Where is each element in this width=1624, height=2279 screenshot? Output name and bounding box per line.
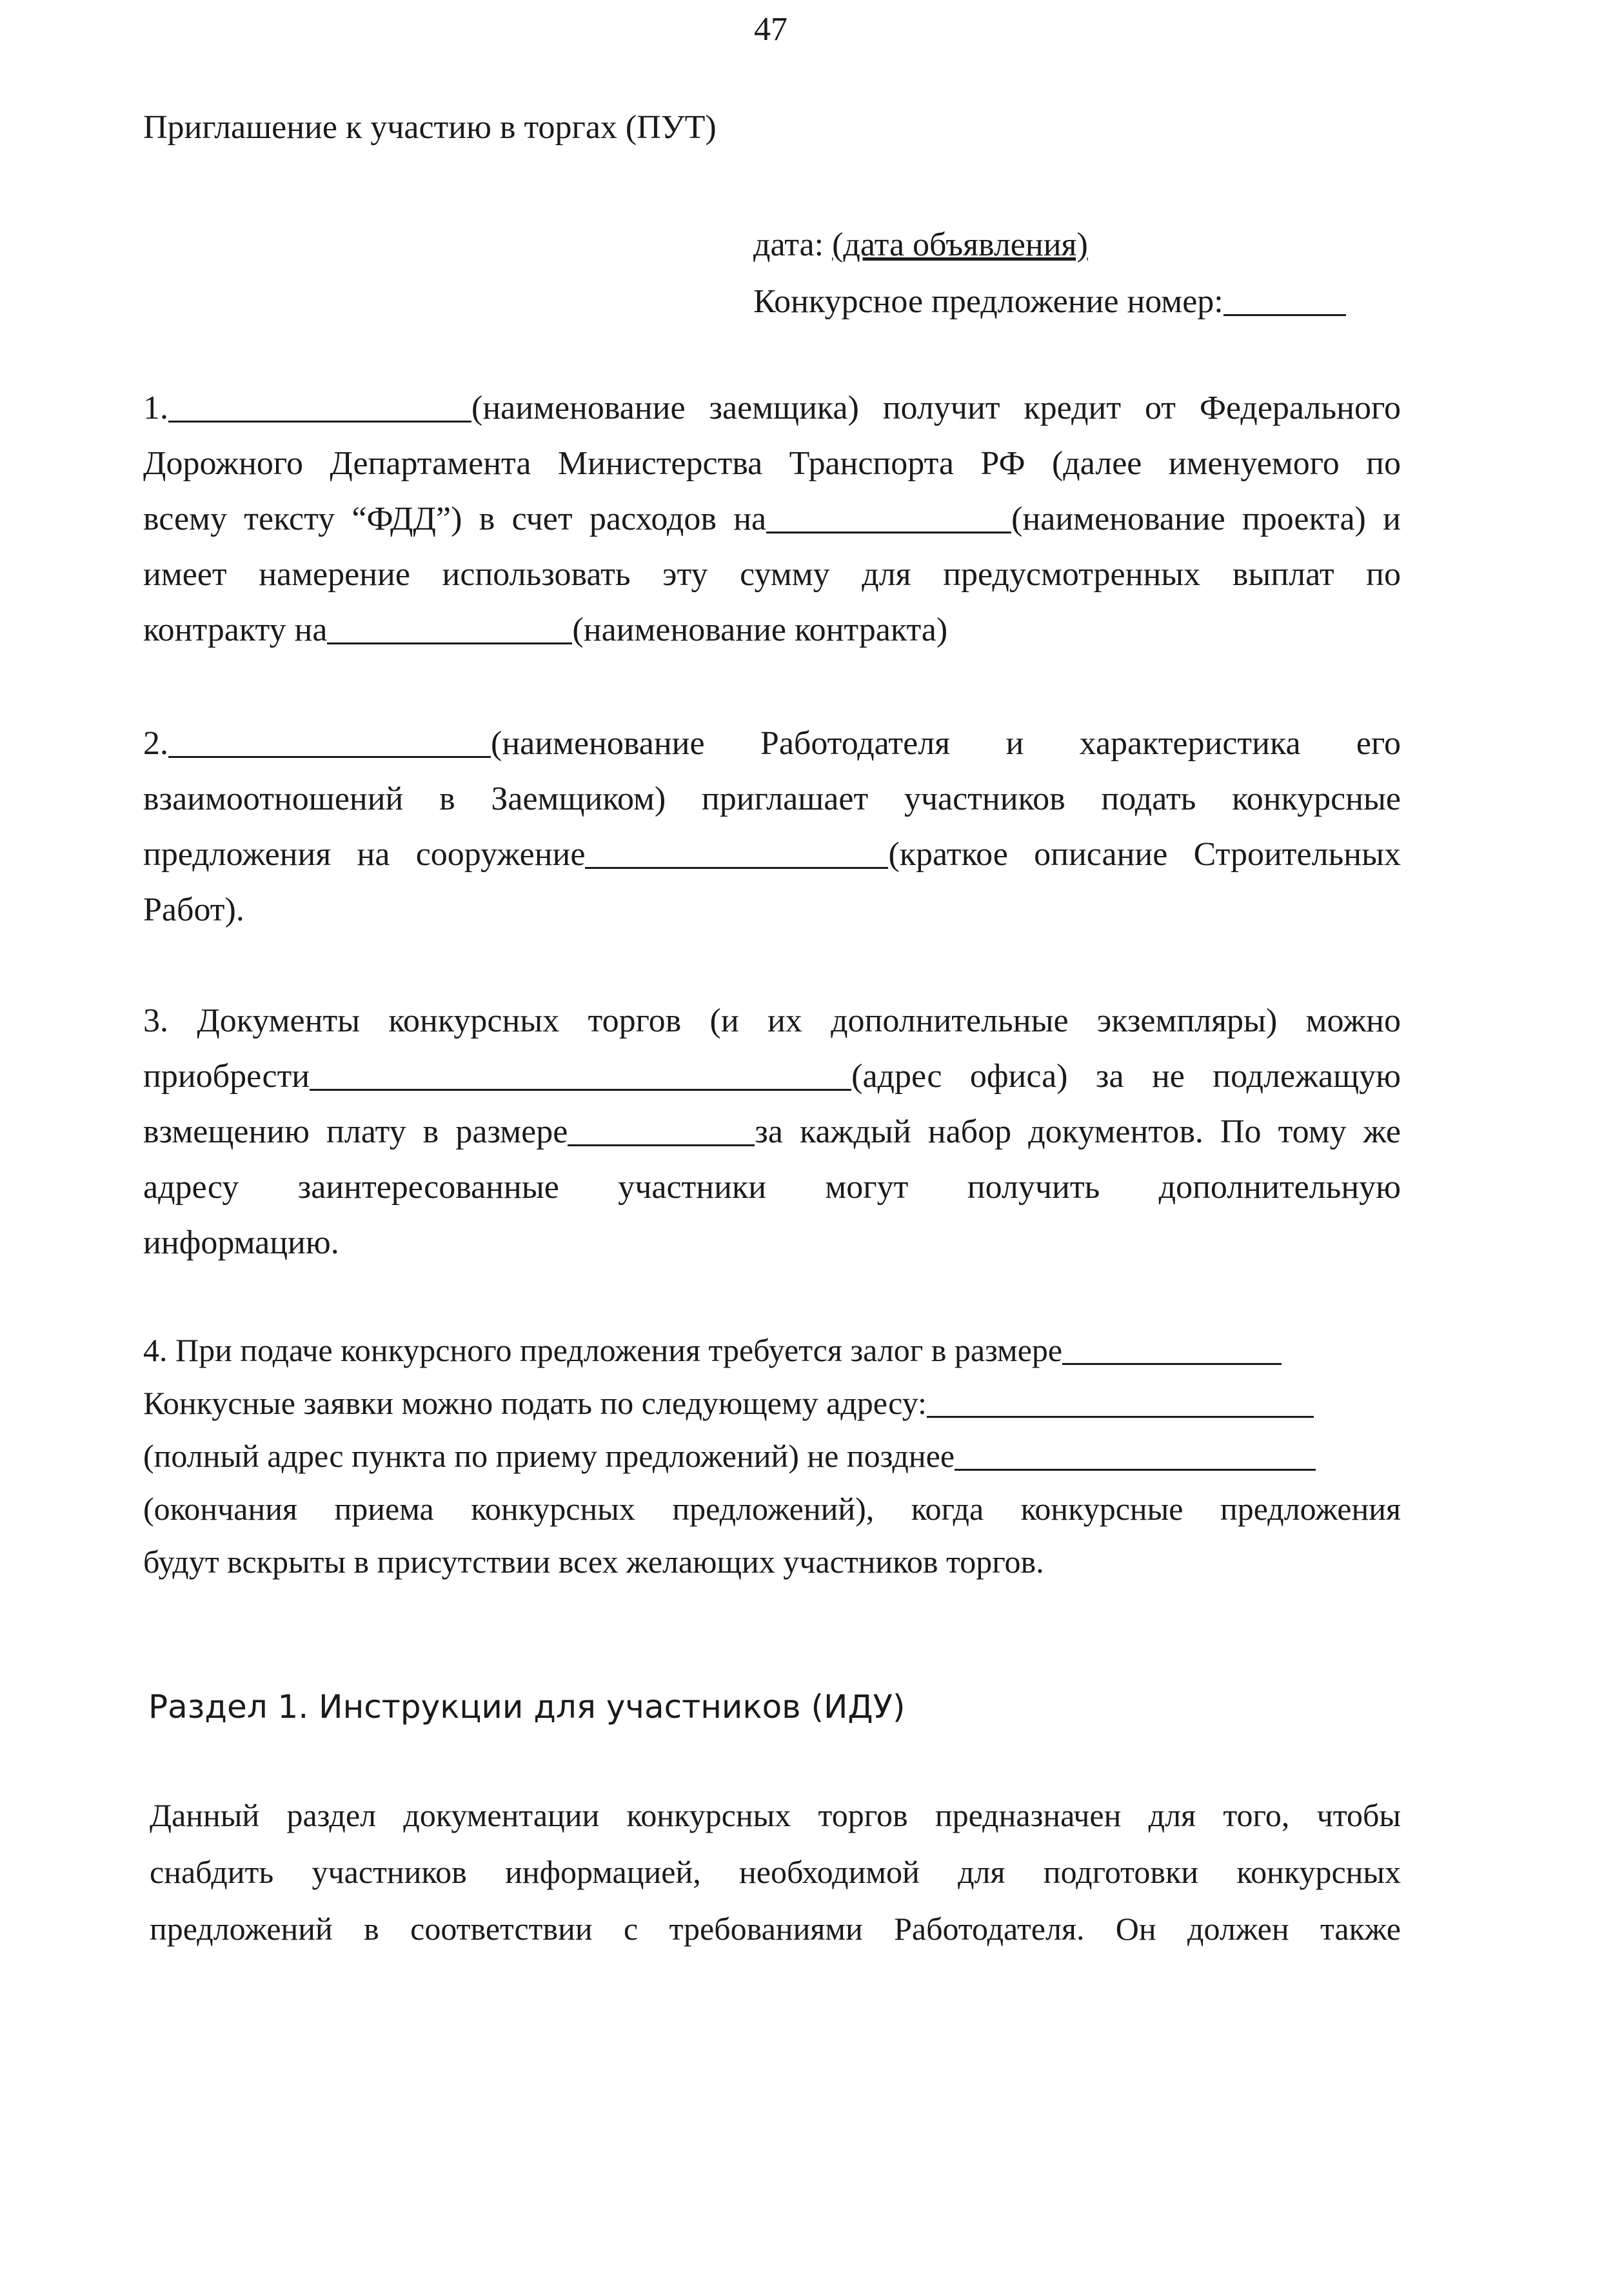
works-description-blank [585, 835, 888, 869]
document-title: Приглашение к участию в торгах (ПУТ) [143, 109, 717, 146]
section-1-l3: предложений в соответствии с требованиями Работодателя. Он должен также [150, 1911, 1401, 1947]
paragraph-4-line-2 [143, 1377, 1401, 1429]
paragraph-4-l4: (окончания приема конкурсных предложений), когда конкурсные предложения [143, 1491, 1401, 1527]
paragraph-4-line-1-text [143, 1324, 1282, 1377]
paragraph-2-line-1 [143, 716, 1401, 771]
paragraph-2-line-2 [143, 771, 1401, 827]
fee-amount-blank [568, 1113, 755, 1146]
paragraph-2 [143, 716, 1401, 938]
paragraph-1-l5b: (наименование контракта) [572, 612, 948, 648]
paragraph-3-l2a: приобрести [143, 1058, 310, 1095]
paragraph-2-line-3 [143, 827, 1401, 882]
paragraph-3-line-2 [143, 1049, 1401, 1104]
paragraph-4-l2: Конкусные заявки можно подать по следующему адресу: [143, 1385, 927, 1421]
paragraph-3-line-3-text [143, 1104, 1401, 1160]
paragraph-1-line-1 [143, 381, 1401, 436]
borrower-name-blank [168, 389, 471, 423]
paragraph-3-l3a: взмещению плату в размере [143, 1113, 568, 1150]
section-1-l1: Данный раздел документации конкурсных торгов предназначен для того, чтобы [150, 1797, 1401, 1833]
paragraph-1-l5a: контракту на [143, 612, 328, 648]
paragraph-3-line-3 [143, 1104, 1401, 1160]
paragraph-4-l5: будут вскрыты в присутствии всех желающих участников торгов. [143, 1544, 1044, 1580]
paragraph-1-l3b: (наименование проекта) и [1011, 501, 1401, 537]
section-1-body [150, 1787, 1401, 1957]
section-1-line-2 [150, 1844, 1401, 1900]
paragraph-4-line-3-text [143, 1429, 1316, 1482]
paragraph-3-l4: адресу заинтересованные участники могут получить дополнительную [143, 1169, 1401, 1206]
paragraph-1-line-2 [143, 436, 1401, 492]
section-1-line-1 [150, 1787, 1401, 1844]
paragraph-2-l3a: предложения на сооружение [143, 836, 586, 873]
paragraph-3-l2b: (адрес офиса) за не подлежащую [851, 1058, 1401, 1095]
paragraph-2-number: 2. [143, 725, 168, 762]
project-name-blank [766, 500, 1011, 533]
deadline-blank [955, 1438, 1316, 1471]
paragraph-2-line-1-text [143, 716, 1401, 771]
section-1-line-3 [150, 1900, 1401, 1957]
paragraph-1-line-1-text [143, 381, 1401, 436]
paragraph-1-line-4 [143, 547, 1401, 602]
bid-number-line [753, 274, 1346, 330]
paragraph-4 [143, 1324, 1401, 1588]
paragraph-3-line-1 [143, 993, 1401, 1049]
paragraph-1 [143, 381, 1401, 658]
bid-number-label: Конкурсное предложение номер: [753, 283, 1223, 320]
paragraph-1-line-5-text [143, 602, 947, 658]
paragraph-3-l5: информацию. [143, 1224, 339, 1261]
paragraph-1-l1: (наименование заемщика) получит кредит от Федерального [471, 390, 1401, 426]
paragraph-1-l2: Дорожного Департамента Министерства Транспорта РФ (далее именуемого по [143, 445, 1401, 482]
paragraph-4-line-5 [143, 1535, 1401, 1588]
paragraph-4-l3: (полный адрес пункта по приему предложений) не позднее [143, 1438, 955, 1474]
paragraph-1-line-3 [143, 492, 1401, 547]
paragraph-3-l1: 3. Документы конкурсных торгов (и их дополнительные экземпляры) можно [143, 1002, 1401, 1039]
paragraph-4-line-1 [143, 1324, 1401, 1377]
submission-address-blank [927, 1386, 1314, 1418]
paragraph-2-l2: взаимоотношений в Заемщиком) приглашает участников подать конкурсные [143, 781, 1401, 817]
paragraph-3-line-5 [143, 1215, 1401, 1271]
date-label: дата: [753, 226, 833, 263]
paragraph-4-line-4 [143, 1482, 1401, 1535]
bid-number-blank [1223, 283, 1346, 316]
paragraph-2-line-4 [143, 882, 1401, 938]
paragraph-4-l1: 4. При подаче конкурсного предложения требуется залог в размере [143, 1332, 1063, 1368]
paragraph-1-l3a: всему тексту “ФДД”) в счет расходов на [143, 501, 767, 537]
paragraph-2-l4: Работ). [143, 891, 244, 928]
contract-name-blank [327, 611, 572, 644]
paragraph-2-l1: (наименование Работодателя и характеристика его [491, 725, 1401, 762]
paragraph-1-number: 1. [143, 390, 168, 426]
date-value: (дата объявления) [832, 226, 1088, 263]
paragraph-2-l3b: (краткое описание Строительных [888, 836, 1401, 873]
document-meta [753, 217, 1346, 330]
date-line [753, 217, 1346, 274]
paragraph-3 [143, 993, 1401, 1271]
paragraph-1-line-5 [143, 602, 1401, 658]
deposit-amount-blank [1062, 1333, 1282, 1366]
paragraph-4-line-2-text [143, 1377, 1314, 1429]
employer-name-blank [168, 724, 491, 758]
paragraph-1-line-3-text [143, 492, 1401, 547]
page-number: 47 [754, 11, 787, 48]
paragraph-2-line-3-text [143, 827, 1401, 882]
paragraph-4-line-3 [143, 1429, 1401, 1482]
paragraph-3-line-2-text [143, 1049, 1401, 1104]
section-1-l2: снабдить участников информацией, необходимой для подготовки конкурсных [150, 1854, 1401, 1890]
paragraph-1-l4: имеет намерение использовать эту сумму для предусмотренных выплат по [143, 556, 1401, 593]
office-address-blank [310, 1057, 851, 1091]
paragraph-3-line-4 [143, 1160, 1401, 1215]
section-1-heading: Раздел 1. Инструкции для участников (ИДУ) [148, 1688, 906, 1726]
paragraph-3-l3b: за каждый набор документов. По тому же [755, 1113, 1401, 1150]
